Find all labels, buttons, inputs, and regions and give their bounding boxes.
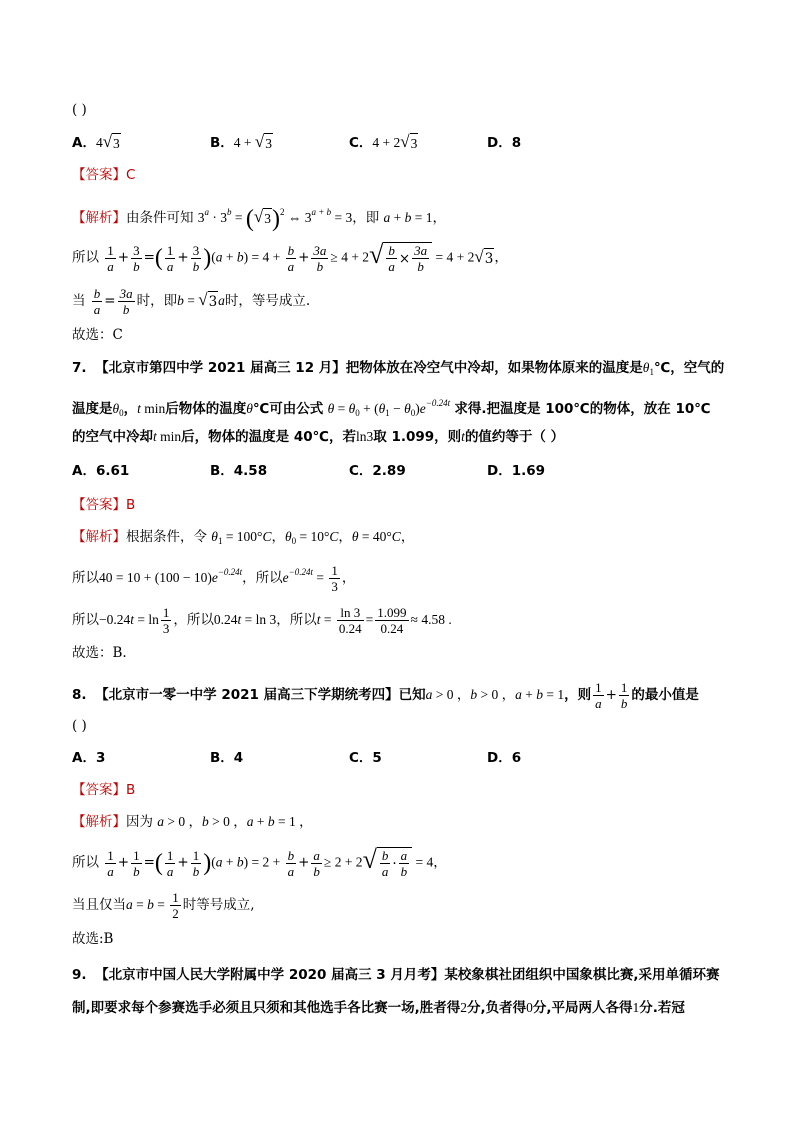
q7-analysis-line-2: 所以$40 = 10 + (100 - 10)e^{-0.24t}$，所以$e^{-0.24t}$ = $\frac{1}{3}$ ， [72, 563, 356, 594]
q6-paren: ( ) [72, 102, 87, 118]
q7-line-1: 7. 【北京市第四中学 2021 届高三 12 月】把物体放在冷空气中冷却，如果物体原来的温度是$\theta_1℃$，空气的 [72, 360, 725, 377]
q6-option-c: C．4 + 2 √ 3 [349, 133, 418, 154]
q7-option-d: D．1.69 [487, 463, 546, 479]
q8-option-b: B．4 [210, 750, 244, 766]
q6-option-a: A．4 √ 3 [72, 133, 121, 154]
q7-option-a: A．6.61 [72, 463, 130, 479]
q7-line-3: 的空气中冷却t min后，物体的温度是 40℃，若ln3取 1.099，则t的值约等于（ ） [72, 429, 565, 445]
q8-option-d: D．6 [487, 750, 522, 766]
q7-analysis-line-1: 【解析】根据条件，令 $\theta_1 = 100^\circ C$，$\theta_0 = 10^\circ C$，θ = 40°C， [72, 529, 415, 546]
q8-analysis-line-1: 【解析】因为 a > 0 ，b > 0 ，a + b = 1 ， [72, 814, 313, 830]
q8-option-a: A．3 [72, 750, 106, 766]
q8-analysis-line-2: 所以 $\frac{1}{a}$ + $\frac{1}{b}$ =( $\frac{1}{a}$ + $\frac{1}{b}$ )(a + b) = 2 + $\frac{b}{a}$ + $\frac{a}{b}$ ≥ 2 + 2 √ $\frac{b}{a}$ · $\frac{a}{b}$ = 4， [72, 845, 447, 879]
q8-analysis-line-3: 当且仅当a = b = $\frac{1}{2}$ 时等号成立, [72, 890, 255, 921]
q6-analysis-line-1: 【解析】由条件可知 $3^a \cdot 3^b$ = ( √ 3 )$^2$ ⇔ $3^{a + b} = 3$，即 a + b = 1， [72, 205, 447, 232]
q7-conclusion: 故选：B. [72, 645, 127, 661]
q8-line-1: 8. 【北京市一零一中学 2021 届高三下学期统考四】已知a > 0 ，b > 0 ，a + b = 1，则 $\frac{1}{a}$ + $\frac{1}{b}$ 的最小值是 [72, 680, 699, 711]
q6-analysis-line-3: 当 $\frac{b}{a}$ = $\frac{3a}{b}$ 时，即b = √ 3 a时，等号成立. [72, 286, 311, 317]
q8-answer: 【答案】B [72, 782, 136, 798]
q9-line-1: 9. 【北京市中国人民大学附属中学 2020 届高三 3 月月考】某校象棋社团组织中国象棋比赛,采用单循环赛 [72, 967, 720, 983]
q7-analysis-line-3: 所以−0.24t = ln $\frac{1}{3}$ ，所以0.24t = ln 3，所以t = $\frac{\ln 3}{0.24}$ = $\frac{1.099}{0.24}$ ≈ 4.58 . [72, 605, 452, 636]
q8-conclusion: 故选:B [72, 931, 114, 947]
q9-line-2: 制,即要求每个参赛选手必须且只须和其他选手各比赛一场,胜者得2分,负者得0分,平局两人各得1分.若冠 [72, 1000, 685, 1016]
q6-analysis-line-2: 所以 $\frac{1}{a}$ + $\frac{3}{b}$ =( $\frac{1}{a}$ + $\frac{3}{b}$ )(a + b) = 4 + $\frac{b}{a}$ + $\frac{3a}{b}$ ≥ 4 + 2 √ $\frac{b}{a}$ × $\frac{3a}{b}$ = 4 + 2 √ 3 ， [72, 240, 508, 274]
q8-paren: ( ) [72, 718, 87, 734]
q8-option-c: C．5 [349, 750, 382, 766]
q6-conclusion: 故选：C [72, 327, 123, 343]
q7-answer: 【答案】B [72, 497, 136, 513]
q6-option-b: B．4 + √ 3 [210, 133, 273, 154]
q6-answer: 【答案】C [72, 167, 136, 183]
q7-option-c: C．2.89 [349, 463, 406, 479]
q7-option-b: B．4.58 [210, 463, 268, 479]
q6-option-d: D．8 [487, 135, 522, 151]
q7-line-2: 温度是$\theta_0$，t min后物体的温度θ℃可由公式 $\theta = \theta_0 + (\theta_1 - \theta_0)e^{-0.24t}$ 求得.把温度是 100℃的物体，放在 10℃ [72, 398, 711, 418]
